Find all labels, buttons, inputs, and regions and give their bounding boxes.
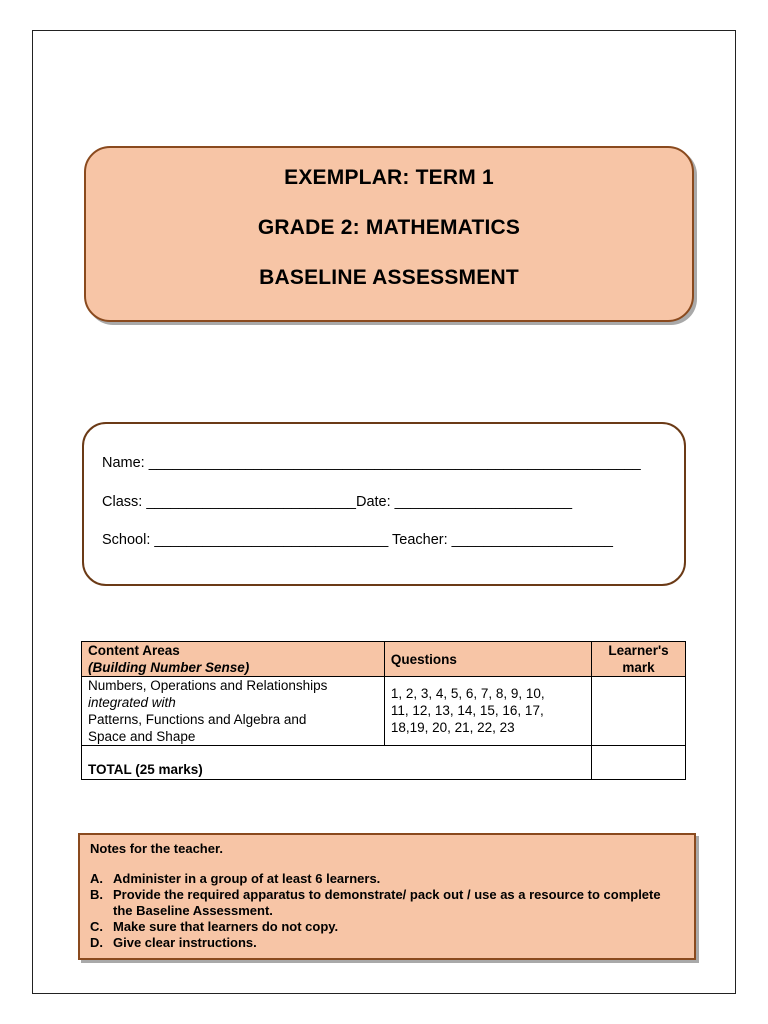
content-areas-label: Content Areas: [88, 643, 180, 658]
content-areas-header: [82, 642, 385, 677]
note-letter: A.: [90, 871, 103, 886]
notes-title: Notes for the teacher.: [90, 841, 223, 856]
list-item: [90, 919, 680, 935]
name-field[interactable]: Name: _____________________________________________________________: [102, 455, 641, 471]
notes-list: [90, 871, 680, 951]
note-text: Administer in a group of at least 6 learners.: [113, 871, 381, 886]
total-mark-cell[interactable]: [592, 746, 686, 780]
note-letter: B.: [90, 887, 103, 902]
title-box: [84, 146, 694, 322]
learner-mark-cell[interactable]: [592, 677, 686, 746]
questions-line: 1, 2, 3, 4, 5, 6, 7, 8, 9, 10,: [390, 686, 545, 701]
building-number-sense-label: (Building Number Sense): [88, 660, 250, 675]
note-text: Make sure that learners do not copy.: [113, 919, 339, 934]
school-teacher-field[interactable]: School: _____________________________ Teacher: ____________________: [102, 532, 613, 548]
content-area-cell: [82, 677, 385, 746]
questions-header: Questions: [384, 642, 591, 677]
content-area-line: Patterns, Functions and Algebra and: [88, 712, 307, 727]
learners-mark-header: Learner's mark: [592, 642, 686, 677]
learner-info-box: [82, 422, 686, 586]
total-label: TOTAL (25 marks): [88, 762, 203, 777]
class-date-field[interactable]: Class: __________________________Date: ______________________: [102, 494, 573, 510]
total-row: [82, 746, 686, 780]
list-item: [90, 871, 680, 887]
questions-line: 11, 12, 13, 14, 15, 16, 17,: [390, 703, 544, 718]
total-label-cell: [82, 746, 592, 780]
table-header-row: [82, 642, 686, 677]
grade-subject-title: GRADE 2: MATHEMATICS: [257, 216, 521, 239]
content-area-line: integrated with: [88, 695, 176, 710]
note-letter: C.: [90, 919, 103, 934]
table-row: [82, 677, 686, 746]
exemplar-term-title: EXEMPLAR: TERM 1: [284, 166, 494, 189]
content-areas-table: [81, 641, 686, 780]
content-area-line: Numbers, Operations and Relationships: [88, 678, 328, 693]
list-item: [90, 935, 680, 951]
list-item: [90, 887, 680, 919]
questions-line: 18,19, 20, 21, 22, 23: [390, 720, 515, 735]
teacher-notes-box: [78, 833, 696, 960]
note-letter: D.: [90, 935, 103, 950]
note-text: Give clear instructions.: [113, 935, 257, 950]
assessment-title: BASELINE ASSESSMENT: [259, 266, 519, 289]
content-area-line: Space and Shape: [88, 729, 196, 744]
note-text: Provide the required apparatus to demonstrate/ pack out / use as a resource to complete the Baseline Assessment.: [113, 887, 661, 918]
questions-cell: [384, 677, 591, 746]
